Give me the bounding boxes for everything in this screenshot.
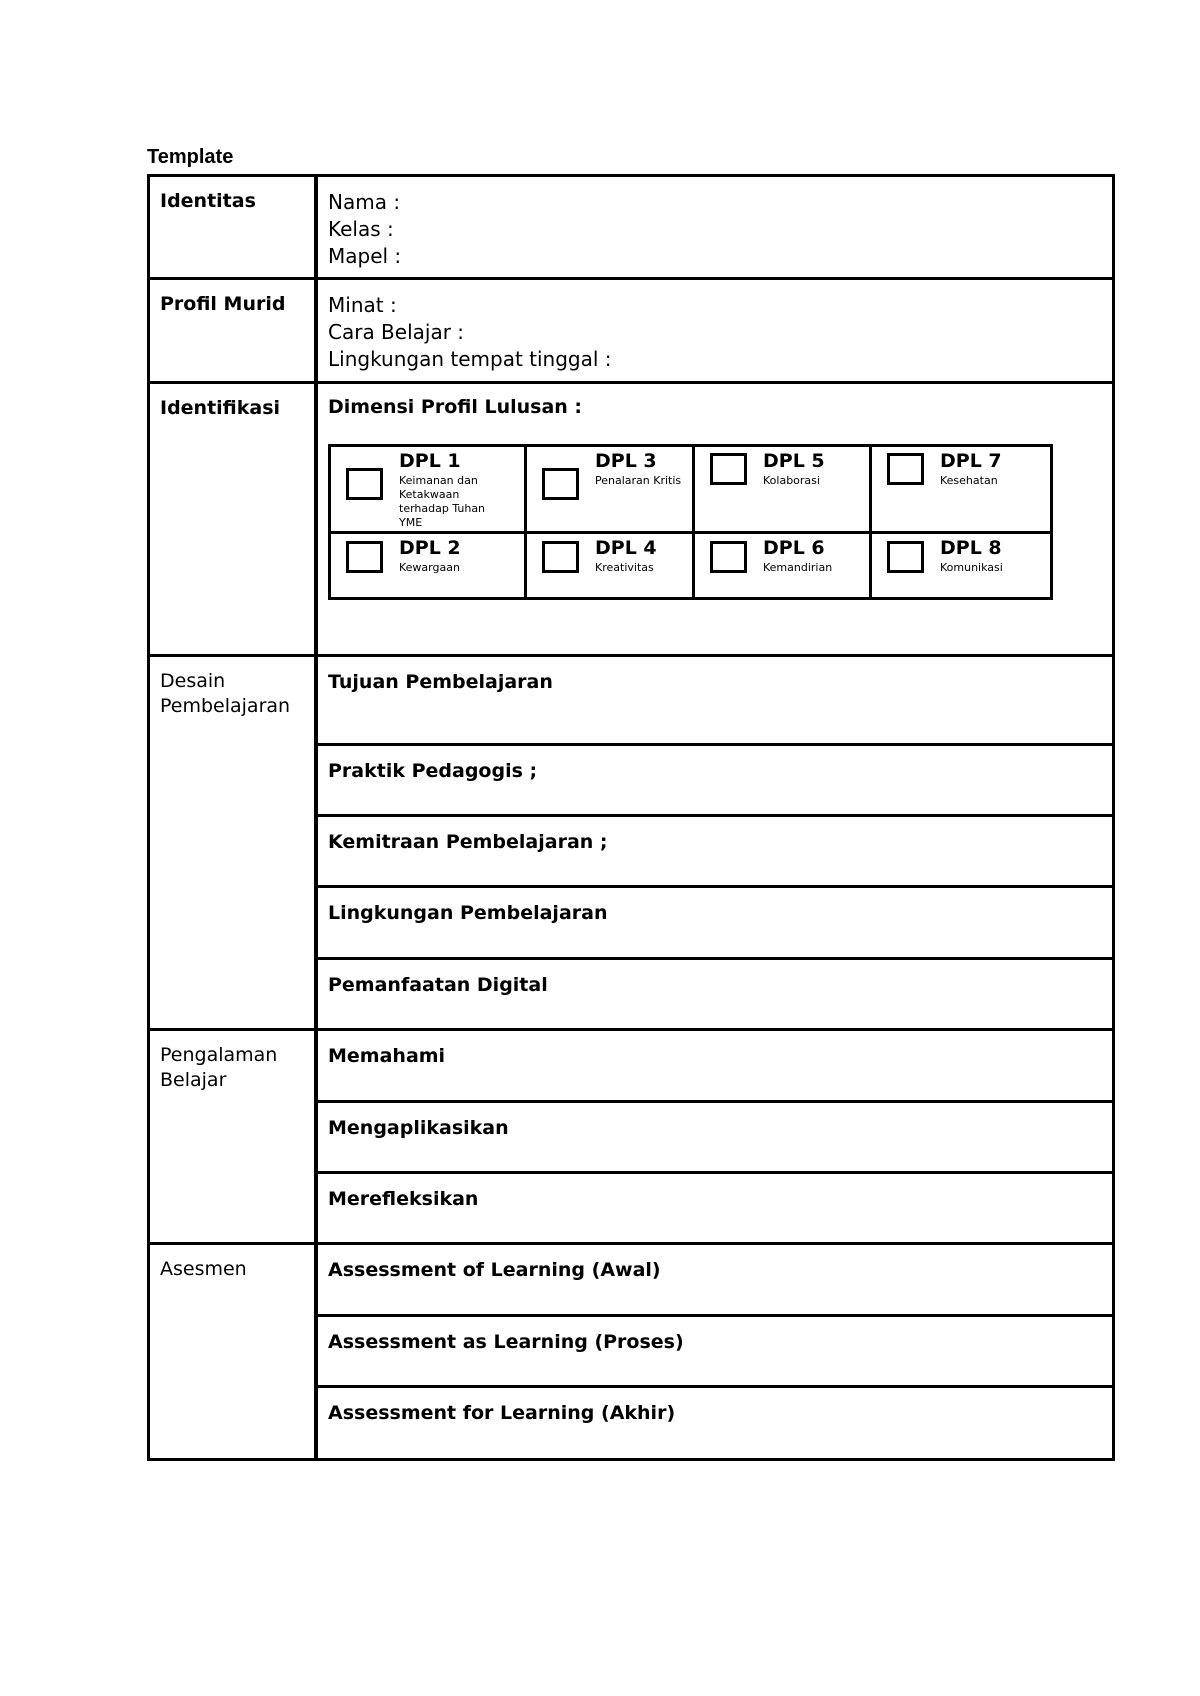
dpl-8-option[interactable] — [872, 534, 1050, 597]
cara-belajar-field: Cara Belajar : — [328, 320, 465, 344]
desain-pembelajaran-label: Desain Pembelajaran — [150, 657, 318, 1031]
memahami-field[interactable]: Memahami — [318, 1031, 1112, 1103]
dpl-4-desc: Kreativitas — [595, 561, 654, 574]
profil-murid-fields[interactable] — [318, 280, 1112, 384]
dpl-6-desc: Kemandirian — [763, 561, 833, 574]
dpl-4-name: DPL 4 — [595, 537, 657, 559]
nama-field: Nama : — [328, 190, 401, 214]
dpl-8-name: DPL 8 — [940, 537, 1002, 559]
dpl-3-name: DPL 3 — [595, 450, 657, 472]
dpl-7-checkbox[interactable] — [887, 453, 924, 485]
document-title: Template — [147, 146, 234, 168]
dpl-5-checkbox[interactable] — [710, 453, 747, 485]
kelas-field: Kelas : — [328, 217, 394, 241]
lingkungan-pembelajaran-field[interactable]: Lingkungan Pembelajaran — [318, 888, 1112, 960]
asesmen-label: Asesmen — [150, 1245, 318, 1460]
assessment-proses-field[interactable]: Assessment as Learning (Proses) — [318, 1317, 1112, 1388]
minat-field: Minat : — [328, 293, 397, 317]
dpl-4-checkbox[interactable] — [542, 541, 579, 573]
kemitraan-pembelajaran-field[interactable]: Kemitraan Pembelajaran ; — [318, 817, 1112, 888]
mapel-field: Mapel : — [328, 244, 402, 268]
dpl-3-desc: Penalaran Kritis — [595, 474, 682, 487]
identifikasi-label: Identifikasi — [150, 384, 318, 657]
dpl-1-checkbox[interactable] — [346, 468, 383, 500]
dpl-6-name: DPL 6 — [763, 537, 825, 559]
dpl-5-name: DPL 5 — [763, 450, 825, 472]
pemanfaatan-digital-field[interactable]: Pemanfaatan Digital — [318, 960, 1112, 1031]
dpl-7-option[interactable] — [872, 447, 1050, 534]
assessment-akhir-field[interactable]: Assessment for Learning (Akhir) — [328, 1402, 676, 1424]
dpl-2-checkbox[interactable] — [346, 541, 383, 573]
dimensi-profil-heading: Dimensi Profil Lulusan : — [328, 396, 583, 418]
identitas-fields[interactable] — [318, 177, 1112, 280]
assessment-awal-field[interactable]: Assessment of Learning (Awal) — [318, 1245, 1112, 1317]
dpl-3-option[interactable] — [527, 447, 695, 534]
dpl-2-option[interactable] — [331, 534, 527, 597]
dpl-1-option[interactable] — [331, 447, 527, 534]
pengalaman-belajar-label: Pengalaman Belajar — [150, 1031, 318, 1245]
dpl-checkbox-grid — [328, 444, 1053, 600]
dpl-1-name: DPL 1 — [399, 450, 461, 472]
identifikasi-content — [318, 384, 1112, 657]
dpl-6-option[interactable] — [695, 534, 872, 597]
dpl-2-desc: Kewargaan — [399, 561, 460, 574]
dpl-5-option[interactable] — [695, 447, 872, 534]
dpl-8-checkbox[interactable] — [887, 541, 924, 573]
identitas-label: Identitas — [150, 177, 318, 280]
lingkungan-field: Lingkungan tempat tinggal : — [328, 347, 612, 371]
profil-murid-label: Profil Murid — [150, 280, 318, 384]
dpl-7-desc: Kesehatan — [940, 474, 998, 487]
template-table — [147, 174, 1115, 1461]
dpl-5-desc: Kolaborasi — [763, 474, 820, 487]
praktik-pedagogis-field[interactable]: Praktik Pedagogis ; — [318, 746, 1112, 817]
dpl-3-checkbox[interactable] — [542, 468, 579, 500]
merefleksikan-field[interactable]: Merefleksikan — [318, 1174, 1112, 1245]
dpl-8-desc: Komunikasi — [940, 561, 1003, 574]
mengaplikasikan-field[interactable]: Mengaplikasikan — [318, 1103, 1112, 1174]
tujuan-pembelajaran-field[interactable]: Tujuan Pembelajaran — [318, 657, 1112, 746]
dpl-7-name: DPL 7 — [940, 450, 1002, 472]
dpl-1-desc: Keimanan dan Ketakwaan terhadap Tuhan YME — [399, 474, 486, 529]
dpl-6-checkbox[interactable] — [710, 541, 747, 573]
dpl-4-option[interactable] — [527, 534, 695, 597]
dpl-2-name: DPL 2 — [399, 537, 461, 559]
